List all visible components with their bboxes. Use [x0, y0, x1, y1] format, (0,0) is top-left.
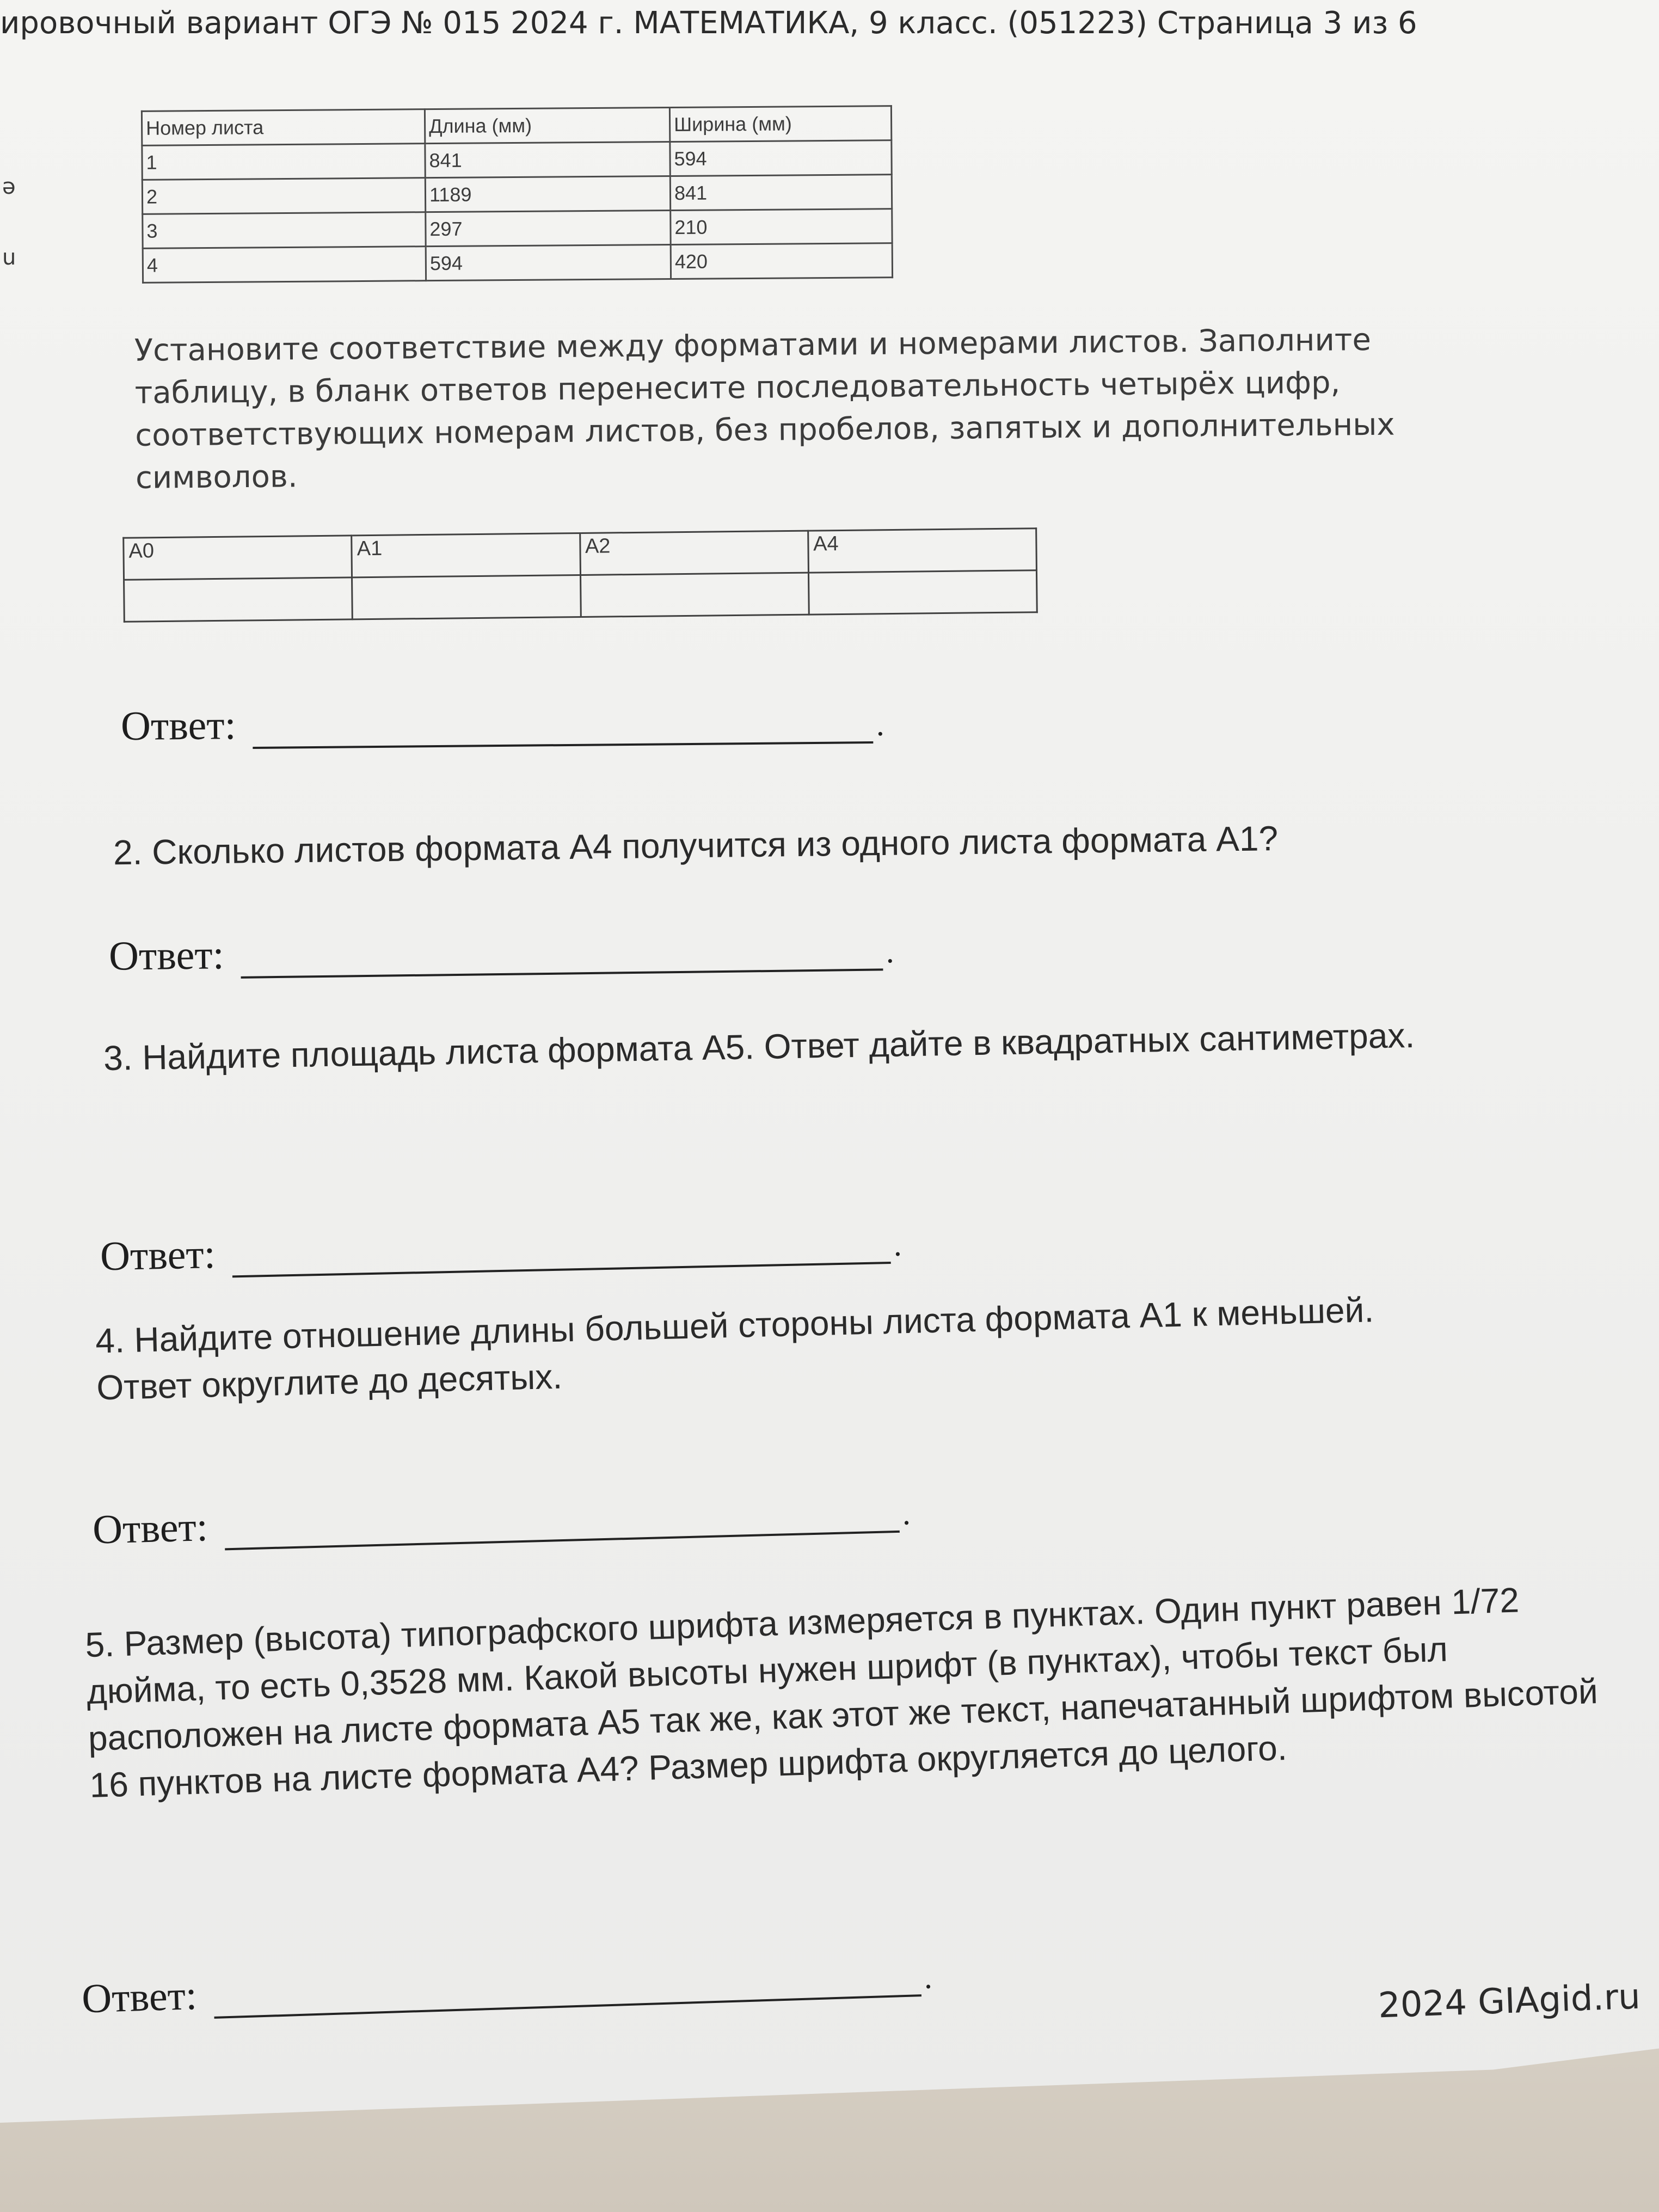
- answer-cell[interactable]: [580, 573, 809, 617]
- footer-source: 2024 GIAgid.ru: [1378, 1976, 1642, 2026]
- page-header: ировочный вариант ОГЭ № 015 2024 г. МАТЕМАТИКА, 9 класс. (051223) Страница 3 из 6: [0, 5, 1417, 41]
- answer-label: Ответ:: [100, 1231, 216, 1280]
- answer-row: [109, 923, 895, 980]
- question-4: 4. Найдите отношение длины большей стороны листа формата А1 к меньшей. Ответ округлите до десятых.: [95, 1290, 1374, 1408]
- answer-period: .: [923, 1959, 933, 1995]
- table-cell: 1189: [425, 176, 670, 212]
- task-instructions: Установите соответствие между форматами и номерами листов. Заполните таблицу, в бланк ответов перенесите последовательность четырёх цифр, соответствующих номерам листов, без пробелов, запятых и дополнительных символов.: [134, 322, 1395, 496]
- answer-cell[interactable]: [352, 575, 581, 619]
- column-header: Ширина (мм): [669, 106, 891, 142]
- answer-label: Ответ:: [108, 932, 225, 979]
- question-3: 3. Найдите площадь листа формата А5. Ответ дайте в квадратных сантиметрах.: [103, 1016, 1415, 1078]
- answer-period: .: [876, 706, 884, 743]
- table-cell: 4: [143, 247, 426, 283]
- margin-mark: u: [2, 245, 16, 270]
- sheet-sizes-table: [141, 105, 893, 284]
- table-cell: 1: [142, 144, 425, 180]
- answer-period: .: [893, 1226, 902, 1263]
- answer-cell[interactable]: [808, 570, 1037, 615]
- table-cell: 297: [426, 211, 671, 247]
- table-row: [142, 175, 892, 214]
- answer-label: Ответ:: [92, 1504, 208, 1553]
- table-cell: 210: [671, 209, 892, 245]
- table-row: [143, 243, 892, 283]
- column-header: Длина (мм): [425, 108, 669, 144]
- answer-period: .: [901, 1495, 911, 1532]
- table-row: [124, 570, 1037, 622]
- question-5: 5. Размер (высота) типографского шрифта измеряется в пунктах. Один пункт равен 1/72 дюйма, то есть 0,3528 мм. Какой высоты нужен шрифт (в пунктах), чтобы текст был расположен на листе формата А5 так же, как этот же текст, напечатанный шрифтом высотой 16 пунктов на листе формата А4? Размер шрифта округляется до целого.: [84, 1580, 1599, 1805]
- table-cell: 841: [670, 175, 892, 211]
- format-label: А4: [808, 529, 1036, 573]
- answer-period: .: [886, 933, 895, 970]
- table-row: [143, 209, 892, 249]
- question-2: 2. Сколько листов формата А4 получится из одного листа формата А1?: [113, 819, 1279, 872]
- answer-line[interactable]: [252, 709, 873, 749]
- table-cell: 594: [426, 245, 671, 281]
- table-cell: 3: [143, 212, 426, 249]
- table-cell: 2: [142, 178, 425, 214]
- table-row: [142, 140, 892, 180]
- answer-label: Ответ:: [120, 702, 236, 749]
- format-label: А0: [124, 536, 352, 580]
- table-header-row: [142, 106, 891, 146]
- table-cell: 594: [670, 140, 892, 176]
- table-cell: 420: [671, 243, 892, 279]
- answer-row: [121, 696, 884, 750]
- answer-label: Ответ:: [81, 1972, 198, 2022]
- format-label: А2: [580, 531, 808, 575]
- margin-mark: ə: [2, 174, 16, 199]
- table-cell: 841: [425, 142, 670, 178]
- format-answer-table: [122, 527, 1038, 623]
- format-label: А1: [352, 533, 580, 577]
- column-header: Номер листа: [142, 109, 425, 146]
- answer-cell[interactable]: [124, 577, 353, 622]
